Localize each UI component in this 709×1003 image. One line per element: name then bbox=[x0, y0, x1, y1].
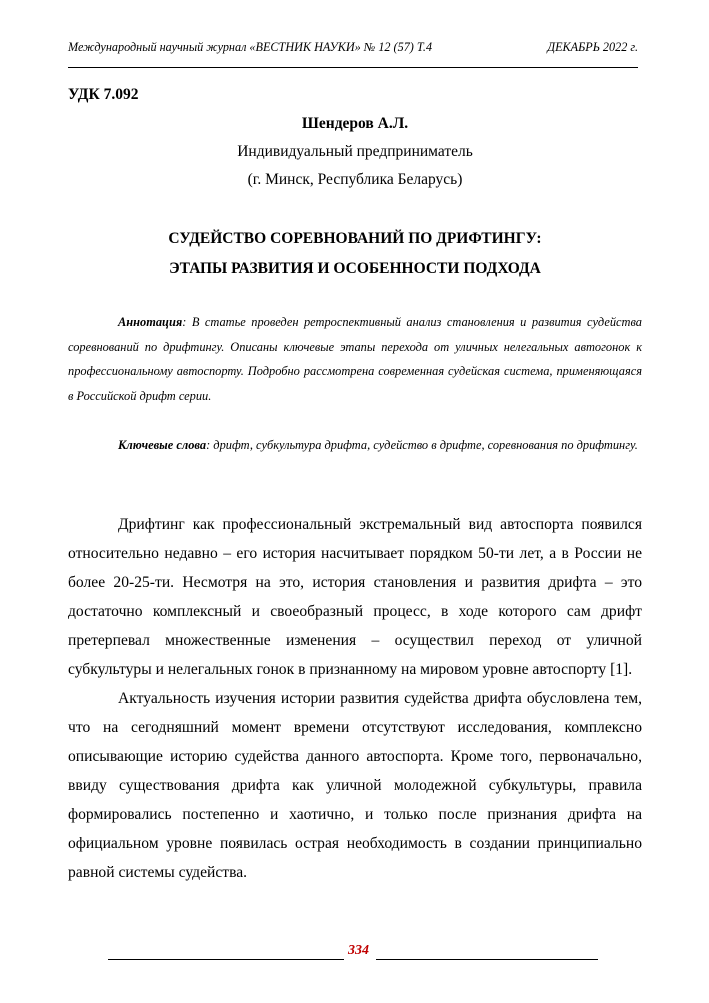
paragraph-2: Актуальность изучения истории развития судейства дрифта обусловлена тем, что на сегодняшний момент времени отсутствуют исследования, комплексно описывающие историю судейства данного автоспорта. Кроме того, первоначально, ввиду существования дрифта как уличной молодежной субкультуры, правила формировались постепенно и хаотично, и только после признания дрифта на официальном уровне появилась острая необходимость в создании принципиально равной системы судейства. bbox=[68, 690, 642, 881]
keywords-label: Ключевые слова bbox=[118, 438, 207, 452]
udk-code: УДК 7.092 bbox=[68, 86, 139, 103]
issue-date: ДЕКАБРЬ 2022 г. bbox=[547, 40, 638, 54]
article-body bbox=[68, 510, 642, 887]
abstract bbox=[68, 310, 642, 408]
paragraph-1: Дрифтинг как профессиональный экстремальный вид автоспорта появился относительно недавно – его история насчитывает порядком 50-ти лет, а в России не более 20-25-ти. Несмотря на это, история становления и развития дрифта – это достаточно комплексный и своеобразный процесс, в ходе которого сам дрифт претерпевал множественные изменения – осуществил переход от уличной субкультуры и нелегальных гонок в признанному на мировом уровне автоспорту [1]. bbox=[68, 516, 642, 678]
author-position: Индивидуальный предприниматель bbox=[237, 143, 473, 160]
article-title-line-2: ЭТАПЫ РАЗВИТИЯ И ОСОБЕННОСТИ ПОДХОДА bbox=[169, 260, 541, 277]
article-title-line-1: СУДЕЙСТВО СОРЕВНОВАНИЙ ПО ДРИФТИНГУ: bbox=[168, 230, 542, 247]
page-footer bbox=[108, 943, 598, 965]
footer-rule-left bbox=[108, 959, 344, 960]
footer-rule-right bbox=[376, 959, 598, 960]
page-number: 334 bbox=[348, 943, 369, 958]
header-divider bbox=[68, 67, 638, 68]
author-name: Шендеров А.Л. bbox=[301, 115, 409, 132]
keywords-text: : дрифт, субкультура дрифта, судейство в дрифте, соревнования по дрифтингу. bbox=[206, 438, 638, 452]
running-header bbox=[68, 40, 638, 60]
abstract-label: Аннотация bbox=[118, 315, 183, 329]
author-location: (г. Минск, Республика Беларусь) bbox=[247, 171, 463, 188]
journal-title: Международный научный журнал «ВЕСТНИК НАУКИ» № 12 (57) Т.4 bbox=[68, 40, 433, 54]
abstract-text: : В статье проведен ретроспективный анализ становления и развития судейства соревнований по дрифтингу. Описаны ключевые этапы перехода от уличных нелегальных автогонок к профессиональному автоспорту. Подробно рассмотрена современная судейская система, применяющаяся в Российской дрифт серии. bbox=[68, 315, 642, 403]
keywords bbox=[68, 433, 642, 458]
